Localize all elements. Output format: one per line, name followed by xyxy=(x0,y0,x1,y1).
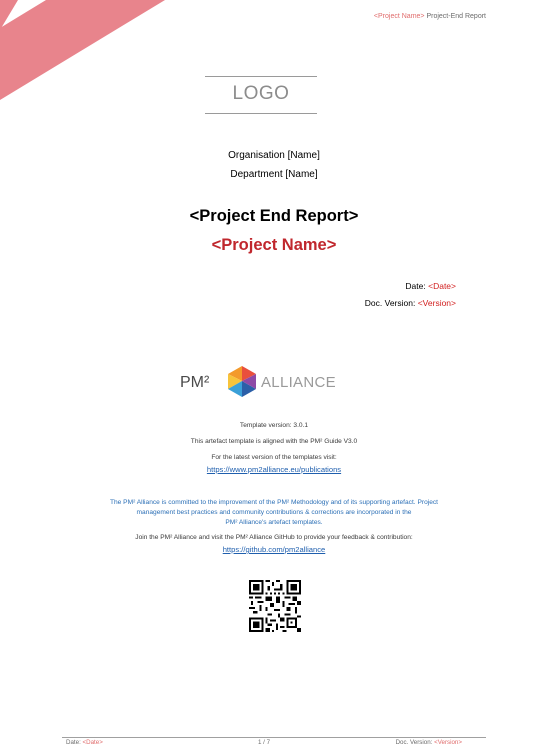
footer-version-label: Doc. Version: xyxy=(395,739,433,746)
footer-divider xyxy=(62,737,486,738)
latest-version-note: For the latest version of the templates visit: xyxy=(211,454,337,461)
document-title: <Project End Report> xyxy=(189,207,359,225)
publications-link[interactable]: https://www.pm2alliance.eu/publications xyxy=(206,465,342,474)
footer-page-number: 1 / 7 xyxy=(257,739,271,746)
project-name-title: <Project Name> xyxy=(211,236,337,254)
commitment-paragraph xyxy=(75,498,473,528)
version-value: <Version> xyxy=(417,298,456,308)
footer-version xyxy=(396,739,462,746)
page-header xyxy=(374,13,486,20)
version-label: Doc. Version: xyxy=(364,298,416,308)
commitment-line-3: PM² Alliance's artefact templates. xyxy=(225,519,323,526)
commitment-line-1: The PM² Alliance is committed to the improvement of the PM² Methodology and of its supporting artefact. Project xyxy=(109,499,438,506)
pm2-logo-text: PM² xyxy=(180,374,210,391)
header-doc-type: Project-End Report xyxy=(426,13,486,20)
organisation-name: Organisation [Name] xyxy=(228,150,320,161)
date-value: <Date> xyxy=(428,281,456,291)
footer-version-value: <Version> xyxy=(434,739,462,746)
corner-stripe-large xyxy=(0,0,165,100)
corner-decoration xyxy=(0,0,170,105)
logo-placeholder: LOGO xyxy=(205,76,317,114)
version-line xyxy=(365,298,456,308)
template-version: Template version: 3.0.1 xyxy=(239,422,309,429)
date-label: Date: xyxy=(405,281,426,291)
aligned-note: This artefact template is aligned with the PM² Guide V3.0 xyxy=(190,438,358,445)
pm2-alliance-logo xyxy=(180,364,350,398)
department-name: Department [Name] xyxy=(230,169,318,180)
date-line xyxy=(405,281,456,291)
hexagon-icon xyxy=(228,366,256,397)
footer-date-value: <Date> xyxy=(82,739,103,746)
github-link[interactable]: https://github.com/pm2alliance xyxy=(222,545,326,554)
header-project-name: <Project Name> xyxy=(373,13,425,20)
commitment-line-2: management best practices and community contributions & corrections are incorporated in the xyxy=(136,509,412,516)
footer-date-label: Date: xyxy=(66,739,81,746)
alliance-logo-text: ALLIANCE xyxy=(261,374,336,391)
join-note: Join the PM² Alliance and visit the PM² Alliance GitHub to provide your feedback & contribution: xyxy=(135,534,413,541)
qr-code xyxy=(249,580,301,632)
